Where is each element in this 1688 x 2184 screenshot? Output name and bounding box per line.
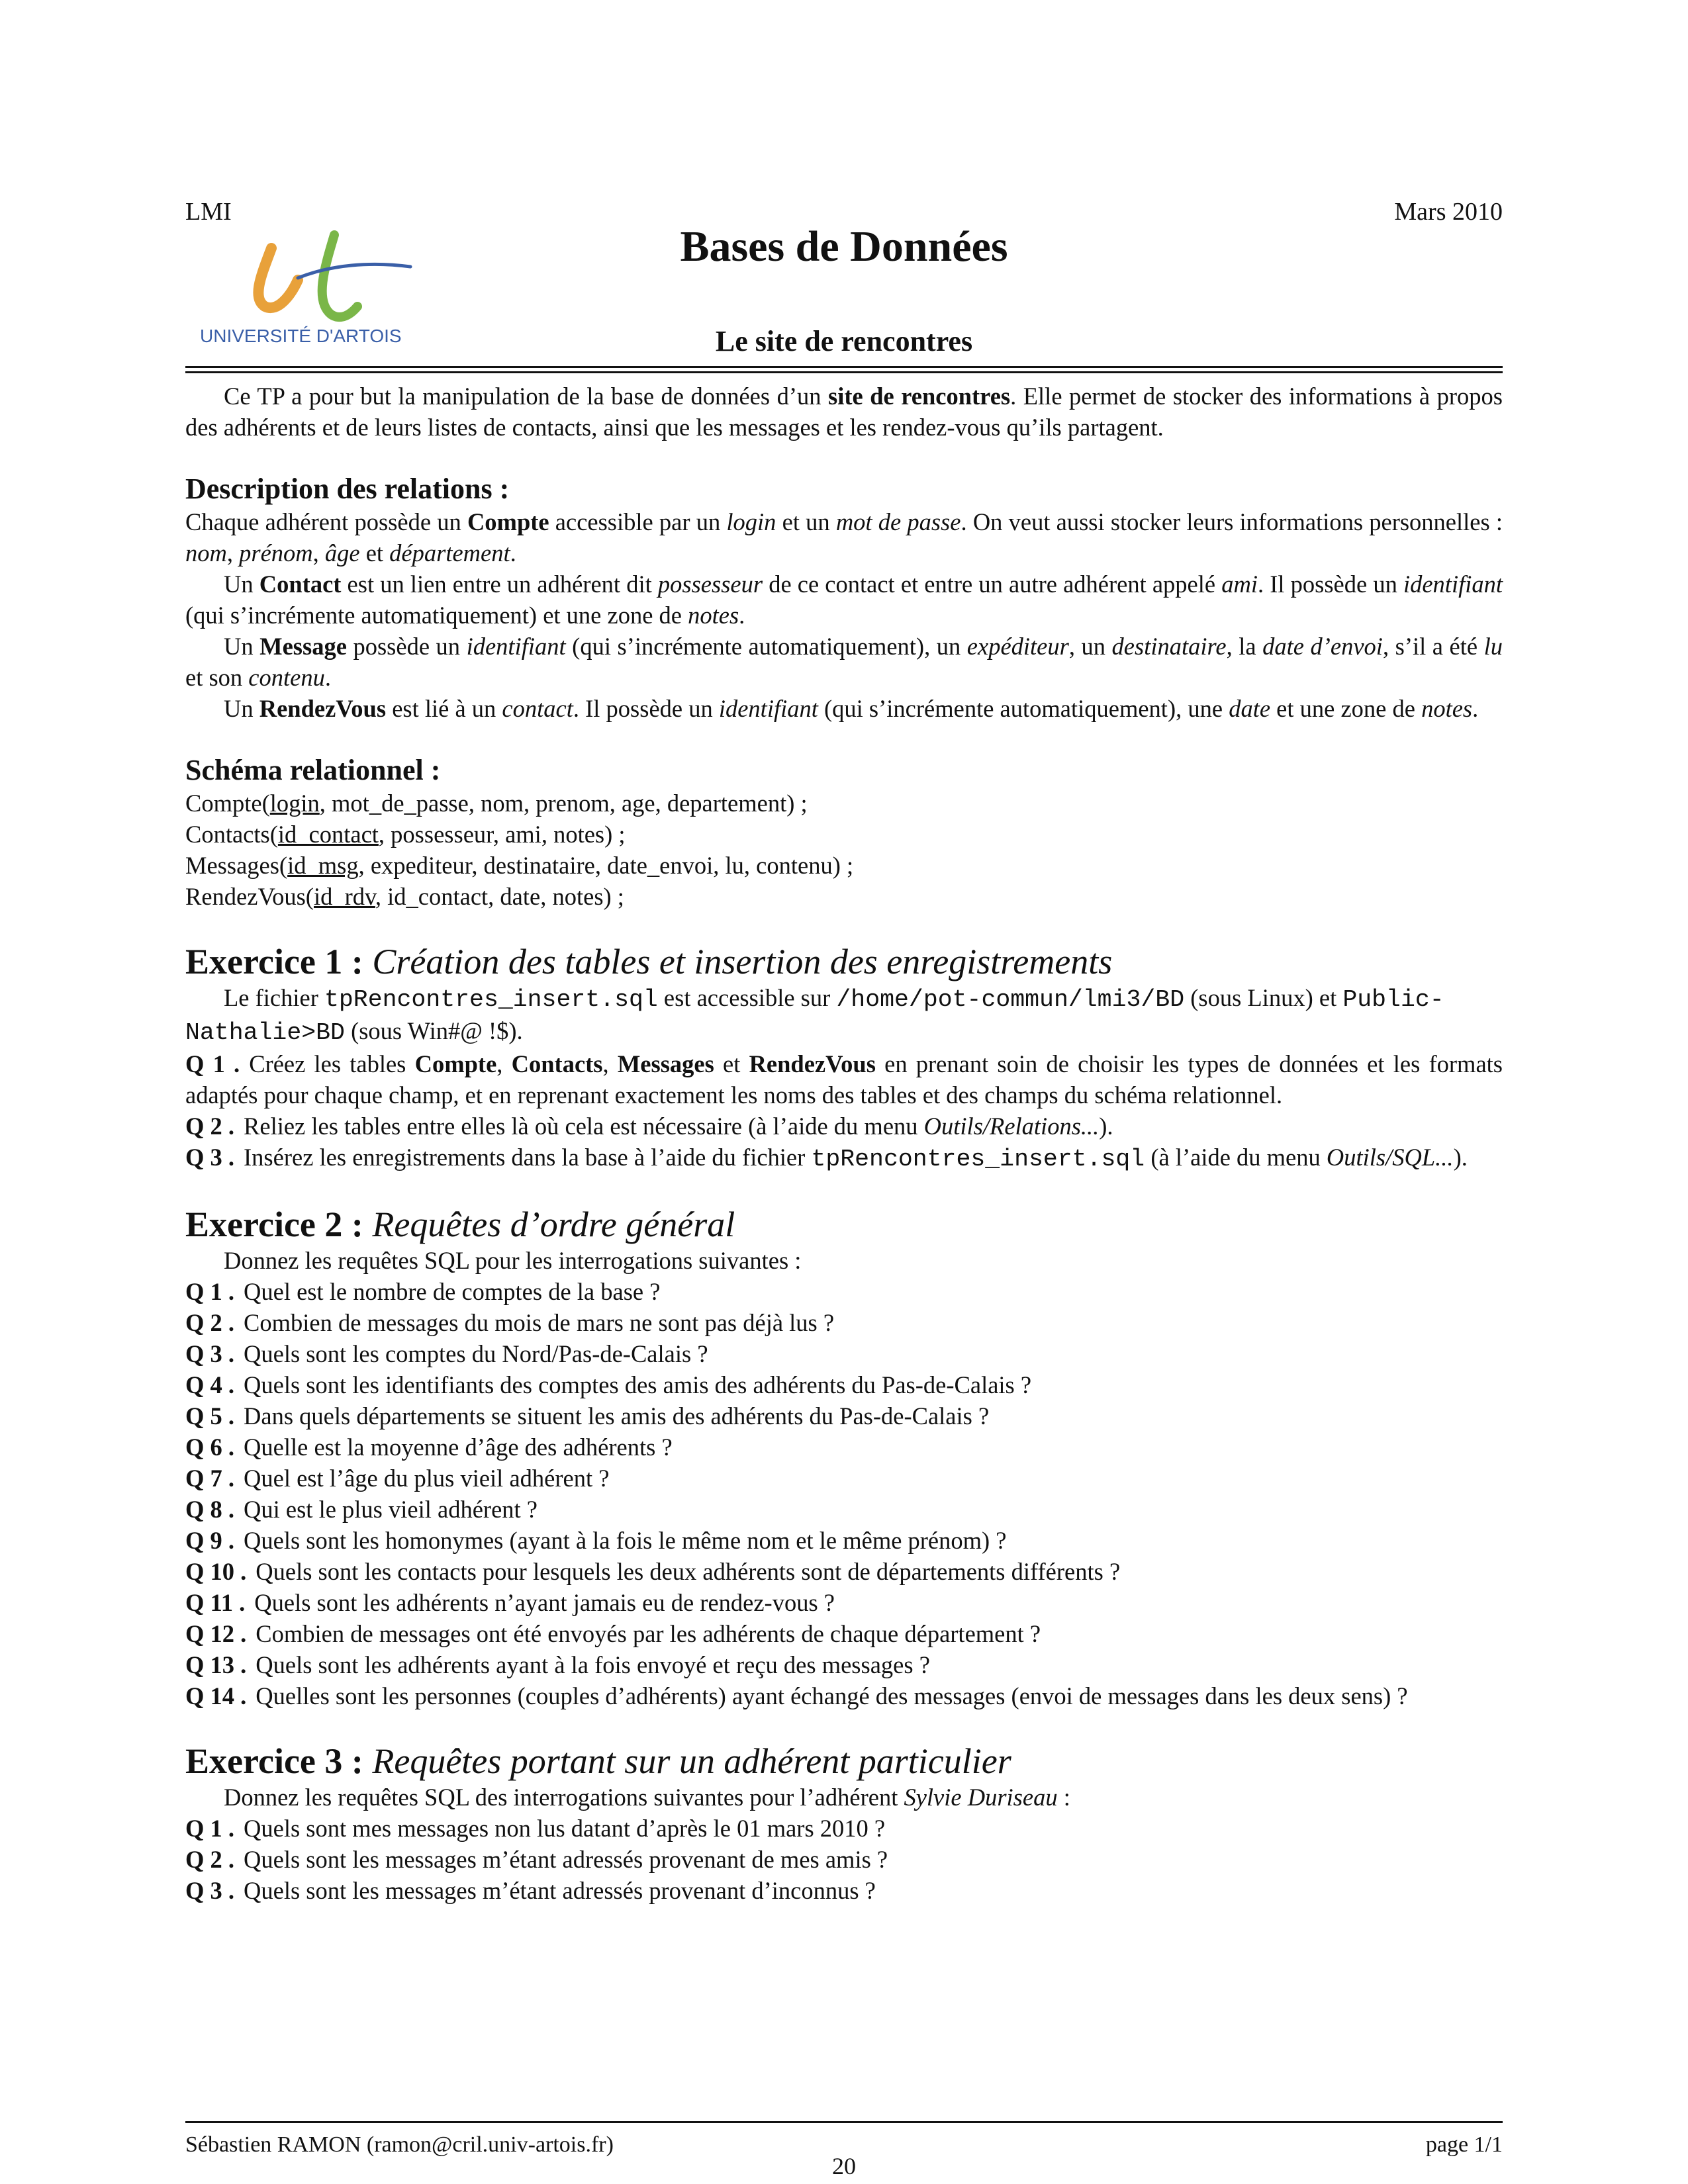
page-subtitle: Le site de rencontres: [715, 325, 973, 357]
question: Q 8 . Qui est le plus vieil adhérent ?: [185, 1496, 538, 1523]
exercise-3-heading: Exercice 3 : Requêtes portant sur un adhérent particulier: [185, 1741, 1011, 1781]
document-body: [185, 381, 1503, 1906]
top-rule: [185, 366, 1503, 368]
question: Q 13 . Quels sont les adhérents ayant à la fois envoyé et reçu des messages ?: [185, 1651, 930, 1678]
header-date: Mars 2010: [1394, 198, 1503, 226]
exercise-1-q3: Q 3 . Insérez les enregistrements dans la base à l’aide du fichier tpRencontres_insert.sql (à l’aide du menu Outils/SQL...).: [185, 1144, 1468, 1173]
relations-contact: Un Contact est un lien entre un adhérent dit possesseur de ce contact et entre un autre adhérent appelé ami. Il possède un identifiant (qui s’incrémente automatiquement) et une zone de notes.: [185, 570, 1503, 629]
university-logo: [199, 228, 427, 354]
question: Q 11 . Quels sont les adhérents n’ayant jamais eu de rendez-vous ?: [185, 1589, 835, 1616]
question: Q 12 . Combien de messages ont été envoyés par les adhérents de chaque département ?: [185, 1620, 1041, 1647]
question: Q 9 . Quels sont les homonymes (ayant à la fois le même nom et le même prénom) ?: [185, 1527, 1007, 1554]
exercise-2-heading: Exercice 2 : Requêtes d’ordre général: [185, 1205, 735, 1244]
question: Q 10 . Quels sont les contacts pour lesquels les deux adhérents sont de départements différents ?: [185, 1558, 1121, 1585]
relations-compte: Chaque adhérent possède un Compte accessible par un login et un mot de passe. On veut aussi stocker leurs informations personnelles : nom, prénom, âge et département.: [185, 508, 1503, 567]
footer-page: page 1/1: [1425, 2132, 1503, 2157]
exercise-1-heading: Exercice 1 : Création des tables et insertion des enregistrements: [185, 942, 1113, 981]
question: Q 1 . Quels sont mes messages non lus datant d’après le 01 mars 2010 ?: [185, 1815, 886, 1842]
question: Q 2 . Combien de messages du mois de mars ne sont pas déjà lus ?: [185, 1309, 835, 1336]
question: Q 2 . Quels sont les messages m’étant adressés provenant de mes amis ?: [185, 1846, 888, 1873]
header-left: LMI: [185, 198, 232, 226]
question: Q 1 . Quel est le nombre de comptes de la base ?: [185, 1278, 661, 1305]
question: Q 6 . Quelle est la moyenne d’âge des adhérents ?: [185, 1433, 673, 1461]
exercise-2-intro: Donnez les requêtes SQL pour les interrogations suivantes :: [224, 1247, 802, 1274]
logo-text: UNIVERSITÉ D'ARTOIS: [200, 326, 402, 346]
schema-row: RendezVous(id_rdv, id_contact, date, notes) ;: [185, 883, 624, 910]
relations-message: Un Message possède un identifiant (qui s’incrémente automatiquement), un expéditeur, un destinataire, la date d’envoi, s’il a été lu et son contenu.: [185, 633, 1503, 691]
logo-swoosh: [298, 264, 410, 278]
top-rule-double: [185, 371, 1503, 373]
footer-author: Sébastien RAMON (ramon@cril.univ-artois.fr): [185, 2132, 614, 2157]
logo-u-shape: [258, 248, 298, 308]
question: Q 3 . Quels sont les comptes du Nord/Pas-de-Calais ?: [185, 1340, 708, 1367]
logo-t-shape: [322, 235, 357, 317]
page-title: Bases de Données: [680, 222, 1008, 271]
relations-rendezvous: Un RendezVous est lié à un contact. Il possède un identifiant (qui s’incrémente automatiquement), une date et une zone de notes.: [224, 695, 1479, 722]
exercise-1-q2: Q 2 . Reliez les tables entre elles là où cela est nécessaire (à l’aide du menu Outils/Relations...).: [185, 1113, 1113, 1140]
exercise-1-intro: Le fichier tpRencontres_insert.sql est accessible sur /home/pot-commun/lmi3/BD (sous Linux) et Public-Nathalie>BD (sous Win#@ !$).: [185, 984, 1444, 1046]
question: Q 14 . Quelles sont les personnes (couples d’adhérents) ayant échangé des messages (envoi de messages dans les deux sens) ?: [185, 1682, 1408, 1709]
question: Q 4 . Quels sont les identifiants des comptes des amis des adhérents du Pas-de-Calais ?: [185, 1371, 1032, 1398]
exercise-3-intro: Donnez les requêtes SQL des interrogations suivantes pour l’adhérent Sylvie Duriseau :: [224, 1784, 1070, 1811]
footer-rule: [185, 2121, 1503, 2123]
schema-row: Contacts(id_contact, possesseur, ami, notes) ;: [185, 821, 626, 848]
question: Q 7 . Quel est l’âge du plus vieil adhérent ?: [185, 1465, 610, 1492]
question: Q 3 . Quels sont les messages m’étant adressés provenant d’inconnus ?: [185, 1877, 876, 1904]
page-number: 20: [832, 2153, 856, 2179]
schema-heading: Schéma relationnel :: [185, 754, 441, 786]
schema-row: Messages(id_msg, expediteur, destinataire, date_envoi, lu, contenu) ;: [185, 852, 854, 879]
schema-row: Compte(login, mot_de_passe, nom, prenom, age, departement) ;: [185, 790, 808, 817]
intro-paragraph: Ce TP a pour but la manipulation de la base de données d’un site de rencontres. Elle permet de stocker des informations à propos des adhérents et de leurs listes de contacts, ainsi que les messages et les rendez-vous qu’ils partagent.: [185, 383, 1503, 441]
question: Q 5 . Dans quels départements se situent les amis des adhérents du Pas-de-Calais ?: [185, 1402, 990, 1430]
exercise-1-q1: Q 1 . Créez les tables Compte, Contacts, Messages et RendezVous en prenant soin de choisir les types de données et les formats adaptés pour chaque champ, et en reprenant exactement les noms des tables et des champs du schéma relationnel.: [185, 1050, 1503, 1109]
relations-heading: Description des relations :: [185, 473, 510, 505]
